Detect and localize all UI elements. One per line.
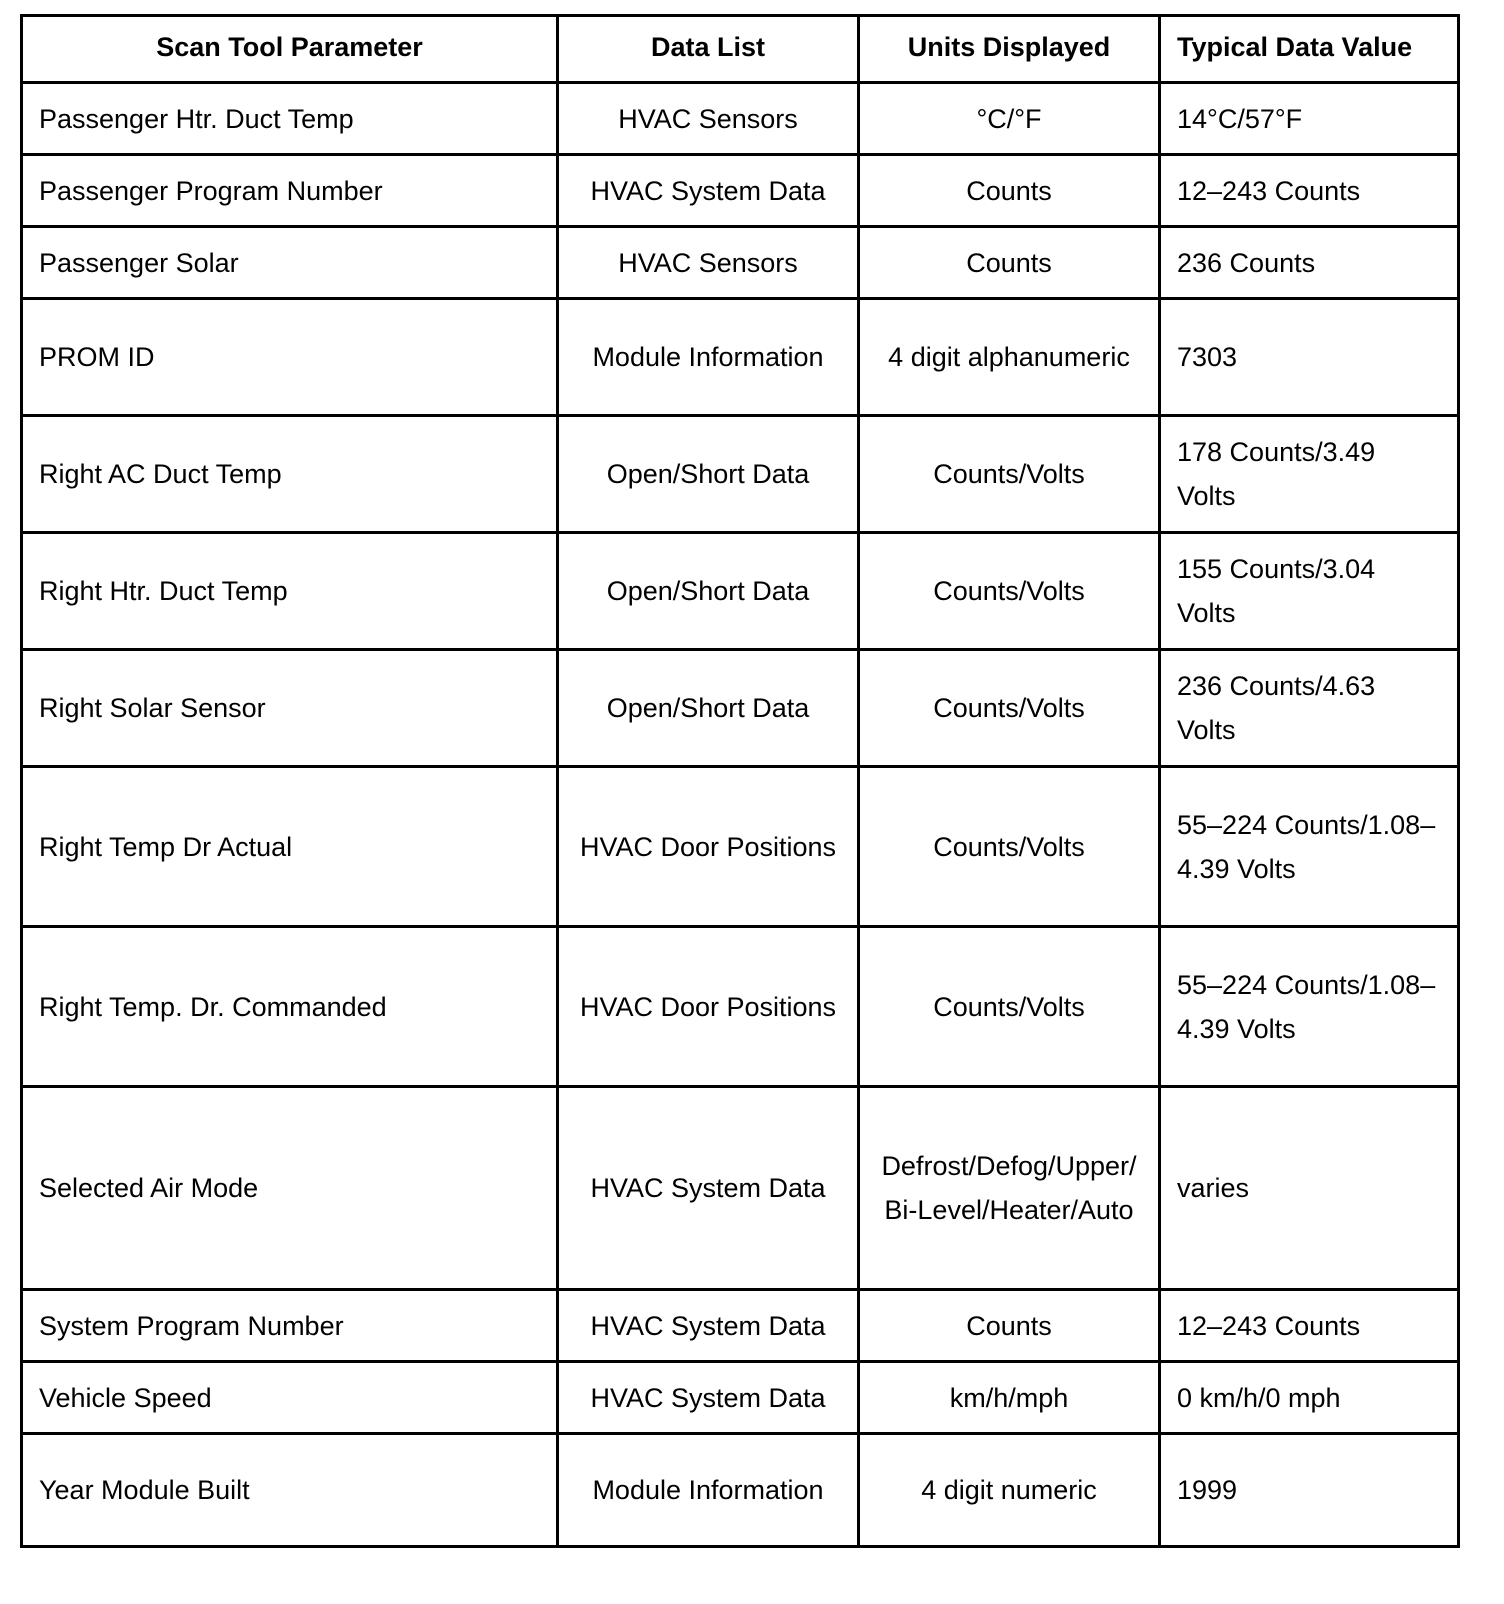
value-cell: 178 Counts/3.49 Volts	[1160, 416, 1459, 533]
units-cell: km/h/mph	[859, 1362, 1160, 1434]
value-cell: 0 km/h/0 mph	[1160, 1362, 1459, 1434]
table-row	[22, 927, 1459, 1087]
units-cell: Counts/Volts	[859, 416, 1160, 533]
data-list-cell: HVAC Sensors	[558, 227, 859, 299]
data-list-cell: Open/Short Data	[558, 533, 859, 650]
parameter-cell: Right Solar Sensor	[22, 650, 558, 767]
table-row	[22, 650, 1459, 767]
table-row	[22, 1362, 1459, 1434]
table-row	[22, 1087, 1459, 1290]
units-cell: 4 digit numeric	[859, 1434, 1160, 1547]
data-list-cell: Module Information	[558, 1434, 859, 1547]
units-cell: Counts	[859, 227, 1160, 299]
units-cell: Counts	[859, 1290, 1160, 1362]
parameter-cell: System Program Number	[22, 1290, 558, 1362]
table-row	[22, 1434, 1459, 1547]
parameter-cell: Passenger Program Number	[22, 155, 558, 227]
parameter-cell: Right Htr. Duct Temp	[22, 533, 558, 650]
value-cell: 12–243 Counts	[1160, 1290, 1459, 1362]
value-cell: 14°C/57°F	[1160, 83, 1459, 155]
value-cell: 7303	[1160, 299, 1459, 416]
units-cell: 4 digit alphanumeric	[859, 299, 1160, 416]
units-cell: Counts/Volts	[859, 650, 1160, 767]
data-list-cell: HVAC Door Positions	[558, 927, 859, 1087]
parameter-cell: Right Temp. Dr. Commanded	[22, 927, 558, 1087]
data-list-cell: Open/Short Data	[558, 650, 859, 767]
column-header-parameter: Scan Tool Parameter	[22, 16, 558, 83]
parameter-cell: PROM ID	[22, 299, 558, 416]
value-cell: varies	[1160, 1087, 1459, 1290]
value-cell: 55–224 Counts/1.08–4.39 Volts	[1160, 927, 1459, 1087]
units-cell: Counts	[859, 155, 1160, 227]
column-header-units: Units Displayed	[859, 16, 1160, 83]
data-list-cell: HVAC Door Positions	[558, 767, 859, 927]
parameter-cell: Selected Air Mode	[22, 1087, 558, 1290]
table-row	[22, 299, 1459, 416]
table-row	[22, 533, 1459, 650]
data-list-cell: HVAC System Data	[558, 1362, 859, 1434]
parameter-cell: Year Module Built	[22, 1434, 558, 1547]
value-cell: 236 Counts	[1160, 227, 1459, 299]
units-cell: Defrost/Defog/Upper/Bi-Level/Heater/Auto	[859, 1087, 1160, 1290]
parameter-cell: Right Temp Dr Actual	[22, 767, 558, 927]
table-row	[22, 83, 1459, 155]
data-list-cell: HVAC System Data	[558, 1087, 859, 1290]
data-list-cell: Module Information	[558, 299, 859, 416]
table-row	[22, 1290, 1459, 1362]
value-cell: 155 Counts/3.04 Volts	[1160, 533, 1459, 650]
units-cell: Counts/Volts	[859, 927, 1160, 1087]
table-row	[22, 767, 1459, 927]
units-cell: Counts/Volts	[859, 533, 1160, 650]
scan-tool-data-table	[20, 14, 1460, 1548]
value-cell: 55–224 Counts/1.08–4.39 Volts	[1160, 767, 1459, 927]
value-cell: 12–243 Counts	[1160, 155, 1459, 227]
parameter-cell: Passenger Htr. Duct Temp	[22, 83, 558, 155]
units-cell: Counts/Volts	[859, 767, 1160, 927]
data-list-cell: HVAC System Data	[558, 1290, 859, 1362]
column-header-data-list: Data List	[558, 16, 859, 83]
header-row	[22, 16, 1459, 83]
units-cell: °C/°F	[859, 83, 1160, 155]
table-row	[22, 416, 1459, 533]
parameter-cell: Vehicle Speed	[22, 1362, 558, 1434]
parameter-cell: Right AC Duct Temp	[22, 416, 558, 533]
data-list-cell: HVAC Sensors	[558, 83, 859, 155]
parameter-cell: Passenger Solar	[22, 227, 558, 299]
value-cell: 1999	[1160, 1434, 1459, 1547]
table-row	[22, 227, 1459, 299]
value-cell: 236 Counts/4.63 Volts	[1160, 650, 1459, 767]
data-list-cell: Open/Short Data	[558, 416, 859, 533]
column-header-value: Typical Data Value	[1160, 16, 1459, 83]
data-list-cell: HVAC System Data	[558, 155, 859, 227]
table-row	[22, 155, 1459, 227]
